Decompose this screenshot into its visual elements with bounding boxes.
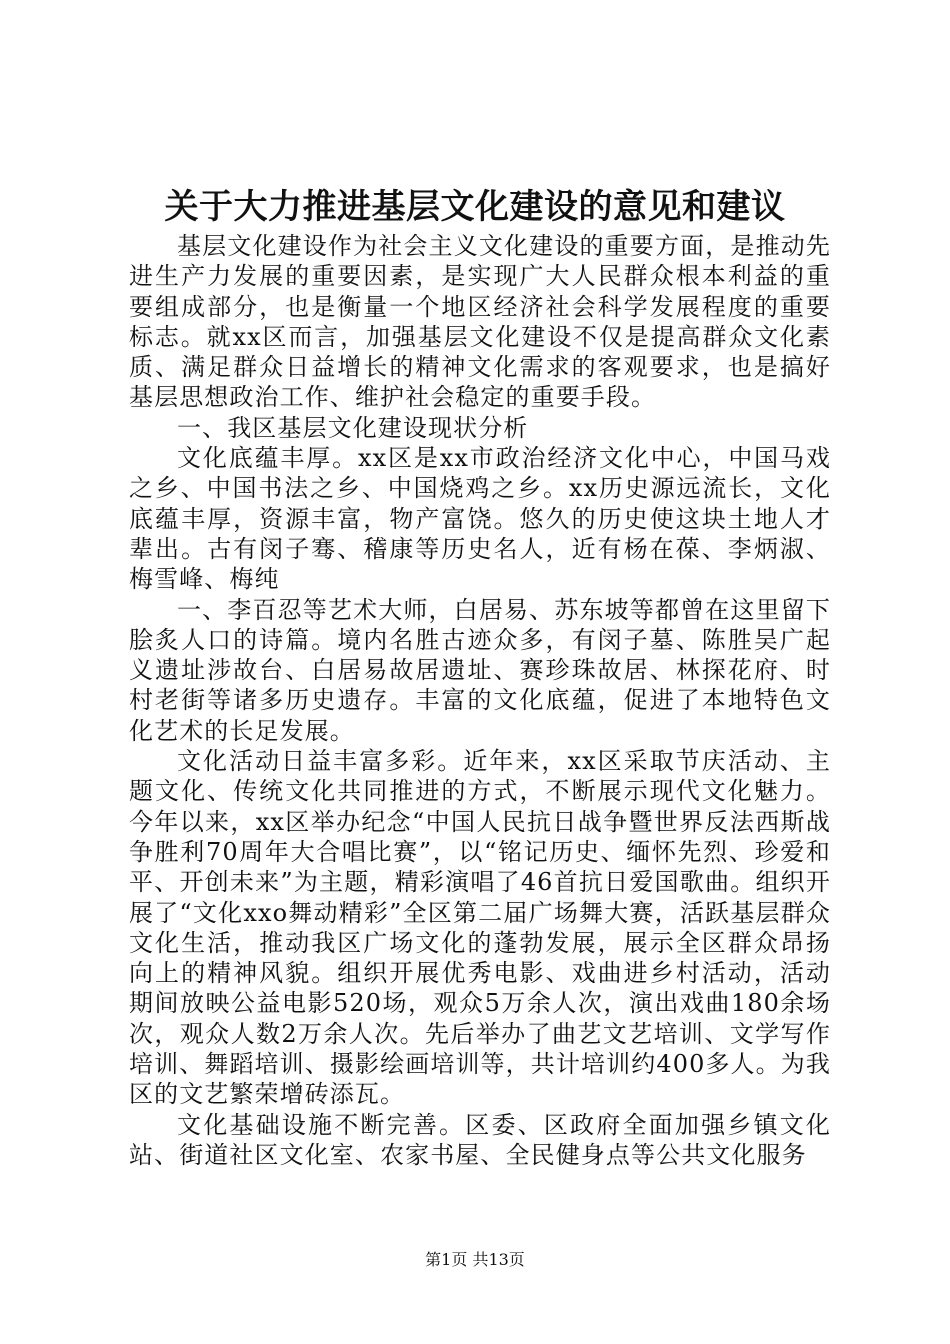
section-heading: 一、我区基层文化建设现状分析 <box>177 413 529 442</box>
paragraph-infrastructure: 文化基础设施不断完善。区委、区政府全面加强乡镇文化站、街道社区文化室、农家书屋、全民健身点等公共文化服务 <box>129 1110 831 1169</box>
document-body <box>129 231 831 1170</box>
page-number-footer: 第1页 共13页 <box>425 1250 525 1269</box>
paragraph-cultural-activities: 文化活动日益丰富多彩。近年来，xx区采取节庆活动、主题文化、传统文化共同推进的方式，不断展示现代文化魅力。今年以来，xx区举办纪念“中国人民抗日战争暨世界反法西斯战争胜利70周年大合唱比赛”，以“铭记历史、缅怀先烈、珍爱和平、开创未来”为主题，精彩演唱了46首抗日爱国歌曲。组织开展了“文化xxo舞动精彩”全区第二届广场舞大赛，活跃基层群众文化生活，推动我区广场文化的蓬勃发展，展示全区群众昂扬向上的精神风貌。组织开展优秀电影、戏曲进乡村活动，活动期间放映公益电影520场，观众5万余人次，演出戏曲180余场次，观众人数2万余人次。先后举办了曲艺文艺培训、文学写作培训、舞蹈培训、摄影绘画培训等，共计培训约400多人。为我区的文艺繁荣增砖添瓦。 <box>129 747 831 1109</box>
document-title: 关于大力推进基层文化建设的意见和建议 <box>164 187 786 227</box>
paragraph-cultural-heritage: 文化底蕴丰厚。xx区是xx市政治经济文化中心，中国马戏之乡、中国书法之乡、中国烧鸡之乡。xx历史源远流长，文化底蕴丰厚，资源丰富，物产富饶。悠久的历史使这块土地人才辈出。古有闵子骞、稽康等历史名人，近有杨在葆、李炳淑、梅雪峰、梅纯 <box>129 444 831 594</box>
paragraph-intro: 基层文化建设作为社会主义文化建设的重要方面，是推动先进生产力发展的重要因素，是实现广大人民群众根本利益的重要组成部分，也是衡量一个地区经济社会科学发展程度的重要标志。就xx区而言，加强基层文化建设不仅是提高群众文化素质、满足群众日益增长的精神文化需求的客观要求，也是搞好基层思想政治工作、维护社会稳定的重要手段。 <box>129 232 831 412</box>
paragraph-artists: 一、李百忍等艺术大师，白居易、苏东坡等都曾在这里留下脍炙人口的诗篇。境内名胜古迹众多，有闵子墓、陈胜吴广起义遗址涉故台、白居易故居遗址、赛珍珠故居、林探花府、时村老街等诸多历史遗存。丰富的文化底蕴，促进了本地特色文化艺术的长足发展。 <box>129 595 831 745</box>
